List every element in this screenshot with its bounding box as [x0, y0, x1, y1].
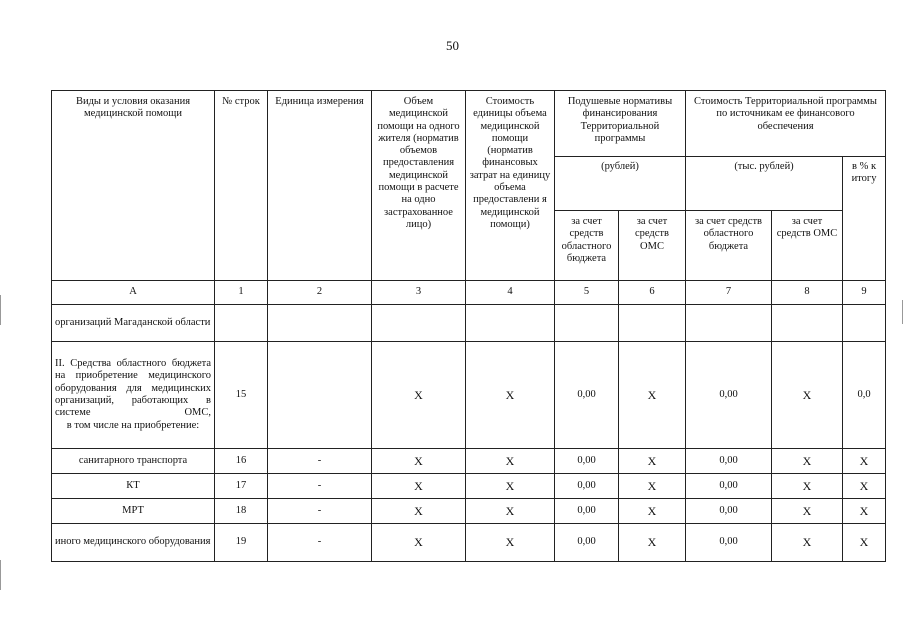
header-unit: Единица измерения: [268, 91, 372, 281]
index-cell: 2: [268, 281, 372, 305]
header-regional-budget: за счет средств областного бюджета: [555, 211, 619, 281]
row-c8: [772, 305, 843, 342]
page-number: 50: [446, 38, 459, 53]
row-c7: 0,00: [686, 342, 772, 449]
scan-edge-mark: [0, 560, 1, 590]
row-unit: -: [268, 524, 372, 562]
row-c5: 0,00: [555, 474, 619, 499]
header-regional-budget-thousands: за счет средств областного бюджета: [686, 211, 772, 281]
row-name: МРТ: [52, 499, 215, 524]
index-cell: 7: [686, 281, 772, 305]
row-name: организаций Магаданской области: [52, 305, 215, 342]
row-name: иного медицинского оборудования: [52, 524, 215, 562]
index-cell: 1: [215, 281, 268, 305]
row-c7: 0,00: [686, 524, 772, 562]
row-line: [215, 305, 268, 342]
row-c4: [466, 305, 555, 342]
row-c4: Х: [466, 499, 555, 524]
row-c8: Х: [772, 449, 843, 474]
table-row: [52, 449, 886, 474]
table-row: [52, 499, 886, 524]
row-c4: Х: [466, 449, 555, 474]
row-c3: Х: [372, 499, 466, 524]
table-row: [52, 342, 886, 449]
row-line: 19: [215, 524, 268, 562]
row-c9: Х: [843, 449, 886, 474]
row-c9: Х: [843, 524, 886, 562]
header-kind-of-care: Виды и условия оказания медицинской помощи: [52, 91, 215, 281]
row-c6: Х: [619, 474, 686, 499]
index-cell: 9: [843, 281, 886, 305]
row-unit: -: [268, 499, 372, 524]
row-unit: [268, 305, 372, 342]
row-c7: 0,00: [686, 499, 772, 524]
header-volume: Объем медицинской помощи на одного жителя (норматив объемов предоставления медицинской помощи в расчете на одно застрахованное лицо): [372, 91, 466, 281]
row-c7: 0,00: [686, 449, 772, 474]
financing-table: [51, 90, 886, 562]
row-name-continuation: в том числе на приобретение:: [66, 419, 200, 431]
row-c5: [555, 305, 619, 342]
scan-edge-mark: [902, 300, 903, 324]
row-c5: 0,00: [555, 524, 619, 562]
row-c4: Х: [466, 524, 555, 562]
table-row: [52, 524, 886, 562]
row-c8: Х: [772, 342, 843, 449]
row-name: II. Средства областного бюджета на приобретение медицинского оборудования для медицинских организаций, работающих в системе ОМС,: [55, 358, 211, 419]
row-c3: Х: [372, 342, 466, 449]
row-c6: Х: [619, 524, 686, 562]
index-row: [52, 281, 886, 305]
row-c9: 0,0: [843, 342, 886, 449]
scan-edge-mark: [0, 295, 1, 325]
row-c6: Х: [619, 449, 686, 474]
header-percent-of-total: в % к итогу: [843, 157, 886, 281]
row-line: 18: [215, 499, 268, 524]
row-c5: 0,00: [555, 499, 619, 524]
row-c8: Х: [772, 524, 843, 562]
row-unit: [268, 342, 372, 449]
row-c6: Х: [619, 342, 686, 449]
row-line: 17: [215, 474, 268, 499]
row-c8: Х: [772, 499, 843, 524]
row-c9: [843, 305, 886, 342]
row-c9: Х: [843, 474, 886, 499]
row-c3: [372, 305, 466, 342]
row-unit: -: [268, 449, 372, 474]
row-line: 16: [215, 449, 268, 474]
row-c6: [619, 305, 686, 342]
header-line-number: № строк: [215, 91, 268, 281]
header-unit-cost: Стоимость единицы объема медицинской помощи (норматив финансовых затрат на единицу объема предоставлени я медицинской помощи): [466, 91, 555, 281]
row-c4: Х: [466, 342, 555, 449]
row-c3: Х: [372, 474, 466, 499]
row-c6: Х: [619, 499, 686, 524]
header-unit-rubles: (рублей): [555, 157, 686, 211]
row-c4: Х: [466, 474, 555, 499]
table-row: [52, 305, 886, 342]
row-c3: Х: [372, 524, 466, 562]
row-name: санитарного транспорта: [52, 449, 215, 474]
row-unit: -: [268, 474, 372, 499]
row-c3: Х: [372, 449, 466, 474]
index-cell: 5: [555, 281, 619, 305]
header-program-cost: Стоимость Территориальной программы по источникам ее финансового обеспечения: [686, 91, 886, 157]
index-cell: А: [52, 281, 215, 305]
header-oms-thousands: за счет средств ОМС: [772, 211, 843, 281]
row-c7: [686, 305, 772, 342]
row-name: КТ: [52, 474, 215, 499]
row-c5: 0,00: [555, 449, 619, 474]
index-cell: 4: [466, 281, 555, 305]
row-name-cell: [52, 342, 215, 449]
table-row: [52, 474, 886, 499]
header-per-capita-standards: Подушевые нормативы финансирования Территориальной программы: [555, 91, 686, 157]
index-cell: 3: [372, 281, 466, 305]
row-line: 15: [215, 342, 268, 449]
row-c8: Х: [772, 474, 843, 499]
header-unit-thousand-rubles: (тыс. рублей): [686, 157, 843, 211]
row-c7: 0,00: [686, 474, 772, 499]
header-oms: за счет средств ОМС: [619, 211, 686, 281]
index-cell: 8: [772, 281, 843, 305]
row-c5: 0,00: [555, 342, 619, 449]
index-cell: 6: [619, 281, 686, 305]
row-c9: Х: [843, 499, 886, 524]
